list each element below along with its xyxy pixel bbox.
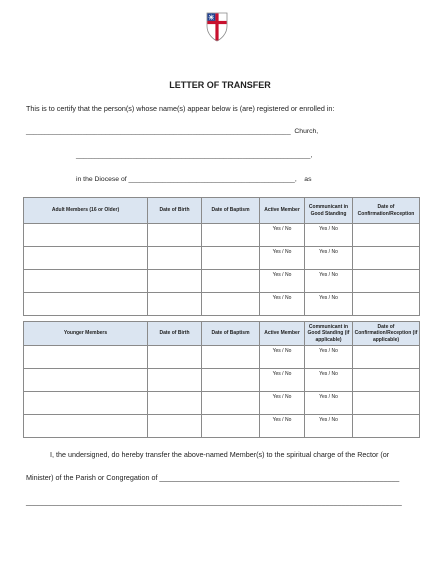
communicant-cell[interactable]: Yes / No: [305, 247, 353, 270]
communicant-cell[interactable]: Yes / No: [305, 224, 353, 247]
table-row: [24, 392, 420, 415]
header-communicant: Communicant in Good Standing: [305, 198, 353, 224]
header-confirmation: Date of Confirmation/Reception (if applicable): [353, 322, 420, 346]
confirmation-cell[interactable]: [353, 346, 420, 369]
header-active-member: Active Member: [260, 198, 305, 224]
active-member-cell[interactable]: Yes / No: [260, 369, 305, 392]
header-date-of-birth: Date of Birth: [148, 322, 202, 346]
name-cell[interactable]: [24, 346, 148, 369]
confirmation-cell[interactable]: [353, 247, 420, 270]
table-row: [24, 415, 420, 438]
name-cell[interactable]: [24, 369, 148, 392]
birth-cell[interactable]: [148, 392, 202, 415]
active-member-cell[interactable]: Yes / No: [260, 270, 305, 293]
confirmation-cell[interactable]: [353, 392, 420, 415]
communicant-cell[interactable]: Yes / No: [305, 346, 353, 369]
intro-text: This is to certify that the person(s) whose name(s) appear below is (are) registered or enrolled in:: [26, 104, 335, 113]
birth-cell[interactable]: [148, 247, 202, 270]
birth-cell[interactable]: [148, 346, 202, 369]
communicant-cell[interactable]: Yes / No: [305, 293, 353, 316]
active-member-cell[interactable]: Yes / No: [260, 415, 305, 438]
baptism-cell[interactable]: [202, 346, 260, 369]
active-member-cell[interactable]: Yes / No: [260, 392, 305, 415]
baptism-cell[interactable]: [202, 369, 260, 392]
communicant-cell[interactable]: Yes / No: [305, 369, 353, 392]
adult-members-table: [23, 197, 420, 316]
confirmation-cell[interactable]: [353, 270, 420, 293]
communicant-cell[interactable]: Yes / No: [305, 270, 353, 293]
younger-members-table: [23, 321, 420, 438]
table-row: [24, 369, 420, 392]
baptism-cell[interactable]: [202, 392, 260, 415]
header-date-of-baptism: Date of Baptism: [202, 198, 260, 224]
confirmation-cell[interactable]: [353, 224, 420, 247]
episcopal-shield-icon: [206, 12, 228, 42]
table-row: [24, 270, 420, 293]
name-cell[interactable]: [24, 224, 148, 247]
header-active-member: Active Member: [260, 322, 305, 346]
birth-cell[interactable]: [148, 293, 202, 316]
table-row: [24, 247, 420, 270]
baptism-cell[interactable]: [202, 270, 260, 293]
name-cell[interactable]: [24, 415, 148, 438]
name-cell[interactable]: [24, 392, 148, 415]
final-blank-line: ______________________________________________________________________________________________: [26, 497, 402, 506]
header-date-of-birth: Date of Birth: [148, 198, 202, 224]
minister-parish-line: Minister) of the Parish or Congregation of ____________________________________________________________: [26, 473, 400, 482]
baptism-cell[interactable]: [202, 293, 260, 316]
baptism-cell[interactable]: [202, 247, 260, 270]
active-member-cell[interactable]: Yes / No: [260, 224, 305, 247]
header-confirmation: Date of Confirmation/Reception: [353, 198, 420, 224]
name-cell[interactable]: [24, 270, 148, 293]
active-member-cell[interactable]: Yes / No: [260, 247, 305, 270]
communicant-cell[interactable]: Yes / No: [305, 392, 353, 415]
confirmation-cell[interactable]: [353, 369, 420, 392]
table-row: [24, 346, 420, 369]
header-younger-members: Younger Members: [24, 322, 148, 346]
church-line: ______________________________________________________________________ Church,: [26, 128, 319, 135]
birth-cell[interactable]: [148, 224, 202, 247]
name-cell[interactable]: [24, 247, 148, 270]
confirmation-cell[interactable]: [353, 293, 420, 316]
transfer-statement: I, the undersigned, do hereby transfer the above-named Member(s) to the spiritual charge of the Rector (or: [50, 450, 390, 459]
baptism-cell[interactable]: [202, 415, 260, 438]
communicant-cell[interactable]: Yes / No: [305, 415, 353, 438]
active-member-cell[interactable]: Yes / No: [260, 293, 305, 316]
address-line: ______________________________________________________________,: [76, 152, 313, 159]
baptism-cell[interactable]: [202, 224, 260, 247]
diocese-line: in the Diocese of ____________________________________________, as: [76, 176, 312, 183]
birth-cell[interactable]: [148, 270, 202, 293]
table-row: [24, 224, 420, 247]
active-member-cell[interactable]: Yes / No: [260, 346, 305, 369]
birth-cell[interactable]: [148, 415, 202, 438]
confirmation-cell[interactable]: [353, 415, 420, 438]
header-adult-members: Adult Members (16 or Older): [24, 198, 148, 224]
birth-cell[interactable]: [148, 369, 202, 392]
name-cell[interactable]: [24, 293, 148, 316]
header-date-of-baptism: Date of Baptism: [202, 322, 260, 346]
table-row: [24, 293, 420, 316]
header-communicant: Communicant in Good Standing (if applicable): [305, 322, 353, 346]
letter-title: LETTER OF TRANSFER: [169, 80, 271, 90]
